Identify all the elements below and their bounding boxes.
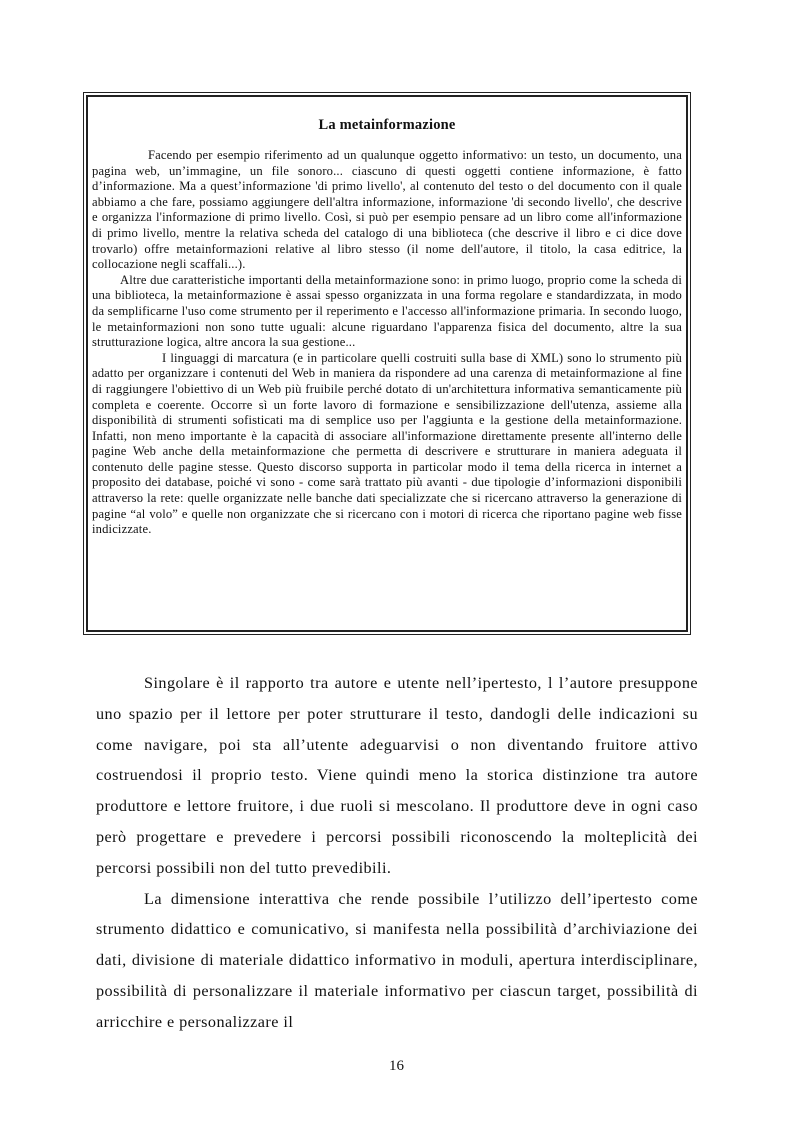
- metainformazione-box: [86, 95, 688, 632]
- box-title: La metainformazione: [318, 117, 456, 133]
- body-paragraph: La dimensione interattiva che rende possibile l’utilizzo dell’ipertesto come strumento didattico e comunicativo, si manifesta nella possibilità d’archiviazione dei dati, divisione di materiale didattico informativo in moduli, apertura interdisciplinare, possibilità di personalizzare il materiale informativo per ciascun target, possibilità di arricchire e personalizzare il: [96, 889, 698, 1031]
- box-paragraph: Facendo per esempio riferimento ad un qualunque oggetto informativo: un testo, un documento, una pagina web, un’immagine, un file sonoro... ciascuno di questi oggetti contiene informazione, è fatto d’informazione. Ma a quest’informazione 'di primo livello', al contenuto del testo o del documento con il quale abbiamo a che fare, possiamo aggiungere dell'altra informazione, informazione 'di secondo livello', che descrive e organizza l'informazione di primo livello. Così, si può per esempio pensare ad un libro come all'informazione di primo livello, mentre la relativa scheda del catalogo di una biblioteca (che descrive il libro e ci dice dove trovarlo) offre metainformazioni relative al libro stesso (il nome dell'autore, il titolo, la casa editrice, la collocazione negli scaffali...).: [92, 148, 682, 272]
- box-paragraph: Altre due caratteristiche importanti della metainformazione sono: in primo luogo, proprio come la scheda di una biblioteca, la metainformazione è assai spesso organizzata in una forma regolare e standardizzata, in modo da semplificarne l'uso come strumento per il reperimento e l'accesso all'informazione primaria. In secondo luogo, le metainformazioni non sono tutte uguali: alcune riguardano l'apparenza fisica del documento, altre la sua strutturazione logica, altre ancora la sua gestione...: [92, 272, 682, 350]
- body-paragraph: Singolare è il rapporto tra autore e utente nell’ipertesto, l l’autore presuppone uno spazio per il lettore per poter strutturare il testo, dandogli delle indicazioni su come navigare, poi sta all’utente adeguarvisi o non diventando fruitore attivo costruendosi il proprio testo. Viene quindi meno la storica distinzione tra autore produttore e lettore fruitore, i due ruoli si mescolano. Il produttore deve in ogni caso però progettare e prevedere i percorsi possibili riconoscendo la molteplicità dei percorsi possibili non del tutto prevedibili.: [96, 674, 698, 877]
- box-paragraph: I linguaggi di marcatura (e in particolare quelli costruiti sulla base di XML) sono lo strumento più adatto per organizzare i contenuti del Web in maniera da rispondere ad una carenza di metainformazione al fine di raggiungere l'obiettivo di un Web più fruibile perché dotato di un'architettura informativa semanticamente più completa e coerente. Occorre sì un forte lavoro di formazione e sensibilizzazione dell'utenza, assieme alla disponibilità di strumenti sofisticati ma di semplice uso per l'aggiunta e la gestione della metainformazione. Infatti, non meno importante è la capacità di associare all'informazione direttamente presente all'interno delle pagine Web anche della metainformazione che permetta di descrivere e strutturare in maniera adeguata il contenuto delle pagine stesse. Questo discorso supporta in particolar modo il tema della ricerca in internet a proposito dei database, poiché vi sono - come sarà trattato più avanti - due tipologie d’informazioni disponibili attraverso la rete: quelle organizzate nelle banche dati specializzate che si ricercano attraverso la generazione di pagine “al volo” e quelle non organizzate che si ricercano con i motori di ricerca che riportano pagine web fisse indicizzate.: [92, 350, 682, 537]
- page-number: 16: [389, 1058, 404, 1074]
- main-text: [96, 668, 698, 1038]
